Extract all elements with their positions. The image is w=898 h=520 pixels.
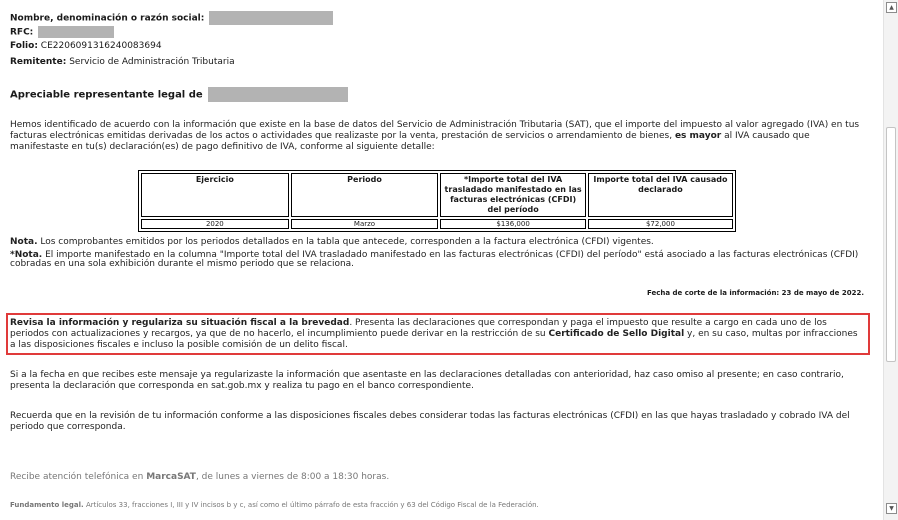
nota2-text: El importe manifestado en la columna "Importe total del IVA trasladado manifestado en las facturas electrónicas (CFDI) del período" está asociado a las facturas electrónicas (CFDI) cobradas en una sola exhibición durante el mismo periodo que se relaciona. xyxy=(10,250,859,269)
atencion-text: Recibe atención telefónica en xyxy=(10,472,144,482)
scroll-up-arrow-icon[interactable]: ▲ xyxy=(886,2,897,13)
greeting xyxy=(10,87,348,102)
regularizacion-paragraph: Si a la fecha en que recibes este mensaje ya regularizaste la información que asentaste en las declaraciones detalladas con anterioridad, haz caso omiso al presente; en caso contrario, presenta la declaración que corresponda en sat.gob.mx y realiza tu pago en el banco correspondiente. xyxy=(10,370,844,391)
nota-label: Nota. xyxy=(10,237,38,247)
nombre-label: Nombre, denominación o razón social: xyxy=(10,13,205,24)
intro-text: Hemos identificado de acuerdo con la información que existe en la base de datos del Servicio de Administración Tributaria (SAT), que el importe del impuesto al valor agregado (IVA) en tus facturas electrónicas emitidas derivadas de los actos o actividades que realizaste por la venta, prestación de servicios o arrendamiento de bienes, xyxy=(10,120,860,141)
vertical-scrollbar[interactable] xyxy=(883,0,898,520)
fundamento-label: Fundamento legal. xyxy=(10,501,84,509)
header-ejercicio: Ejercicio xyxy=(141,173,289,217)
rfc-label: RFC: xyxy=(10,27,34,38)
header-periodo: Periodo xyxy=(291,173,439,217)
fecha-corte: Fecha de corte de la información: 23 de mayo de 2022. xyxy=(646,289,864,297)
redacted-rfc xyxy=(38,26,114,38)
header-iva-causado: Importe total del IVA causado declarado xyxy=(588,173,733,217)
marcasat-emphasis: MarcaSAT xyxy=(146,472,196,482)
intro-text-end: al IVA causado que manifestaste en tu(s) declaración(es) de pago definitivo de IVA, conforme al siguiente detalle: xyxy=(10,131,810,152)
remitente-label: Remitente: xyxy=(10,57,67,67)
detail-table xyxy=(138,170,736,232)
highlight-text-end: y, en su caso, multas por infracciones a las disposiciones fiscales e incluso la posible comisión de un delito fiscal. xyxy=(10,329,858,350)
fundamento-text: Artículos 33, fracciones I, III y IV incisos b y c, así como el último párrafo de esta fracción y 63 del Código Fiscal de la Federación. xyxy=(85,501,539,509)
table-header-row xyxy=(141,173,733,217)
recuerda-paragraph: Recuerda que en la revisión de tu información conforme a las disposiciones fiscales debes considerar todas las facturas electrónicas (CFDI) en las que hayas trasladado y cobrado IVA del periodo que corresponda. xyxy=(10,411,850,432)
intro-paragraph xyxy=(10,120,870,153)
nota2-label: *Nota. xyxy=(10,250,43,260)
remitente-value: Servicio de Administración Tributaria xyxy=(69,57,235,67)
atencion-hours: , de lunes a viernes de 8:00 a 18:30 horas. xyxy=(195,472,390,482)
nota-asterisco xyxy=(10,251,860,269)
nombre-row xyxy=(10,11,333,25)
intro-emphasis: es mayor xyxy=(674,131,722,141)
scroll-down-arrow-icon[interactable]: ▼ xyxy=(886,503,897,514)
nota xyxy=(10,238,870,247)
redacted-representante xyxy=(208,87,348,102)
atencion-line xyxy=(10,472,389,482)
scrollbar-thumb[interactable] xyxy=(886,127,896,362)
table-row xyxy=(141,219,733,229)
header-iva-trasladado: *Importe total del IVA trasladado manifestado en las facturas electrónicas (CFDI) del período xyxy=(440,173,586,217)
cell-periodo: Marzo xyxy=(291,219,439,229)
cell-iva-causado: $72,000 xyxy=(588,219,733,229)
folio-label: Folio: xyxy=(10,41,38,51)
cell-ejercicio: 2020 xyxy=(141,219,289,229)
nota-text: Los comprobantes emitidos por los periodos detallados en la tabla que antecede, corresponden a la factura electrónica (CFDI) vigentes. xyxy=(40,237,654,247)
redacted-nombre xyxy=(209,11,333,25)
highlight-emphasis: Revisa la información y regulariza su situación fiscal a la brevedad xyxy=(10,318,350,328)
remitente-row xyxy=(10,57,235,67)
certificado-emphasis: Certificado de Sello Digital xyxy=(548,329,685,339)
highlight-paragraph xyxy=(10,318,862,351)
greeting-text: Apreciable representante legal de xyxy=(10,89,203,101)
rfc-row xyxy=(10,26,114,38)
folio-row xyxy=(10,41,162,51)
highlight-text: . Presenta las declaraciones que correspondan y paga el impuesto que resulte a cargo en cada uno de los periodos con actualizaciones y recargos, ya que de no hacerlo, el incumplimiento puede derivar en la restricción de su xyxy=(10,318,827,339)
cell-iva-trasladado: $136,000 xyxy=(440,219,586,229)
fundamento-line xyxy=(10,501,539,509)
folio-value: CE2206091316240083694 xyxy=(40,41,162,51)
